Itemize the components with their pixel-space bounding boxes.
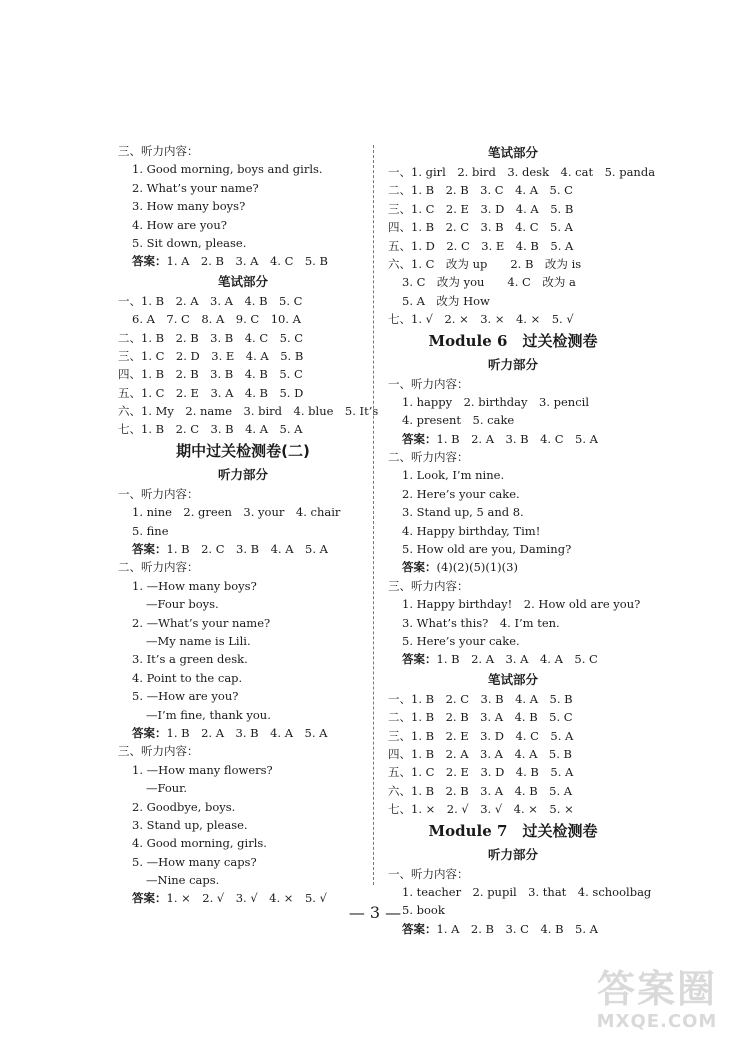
text-line: 4. Point to the cap. (132, 670, 243, 685)
answer-label: 答案： (402, 652, 437, 667)
answer-text: 1. B 2. A 3. A 4. A 5. C (436, 652, 598, 667)
text-line: 4. present 5. cake (402, 413, 515, 428)
text-line: 1. nine 2. green 3. your 4. chair (132, 505, 341, 520)
text-line: 四、1. B 2. A 3. A 4. A 5. B (388, 746, 572, 761)
right-column (388, 142, 656, 938)
text-line: 5. Here’s your cake. (402, 633, 520, 648)
text-line: 四、1. B 2. C 3. B 4. C 5. A (388, 220, 573, 235)
text-line: 六、1. C 改为 up 2. B 改为 is (388, 256, 582, 271)
text-line: 5. fine (132, 523, 169, 538)
answer-text: 1. B 2. C 3. B 4. A 5. A (166, 542, 328, 557)
text-line: 一、听力内容： (388, 866, 469, 881)
watermark-url: MXQE.COM (596, 1011, 718, 1032)
text-line: —Four. (146, 781, 188, 796)
subsection-heading: 笔试部分 (487, 671, 538, 687)
text-line: 5. book (402, 903, 445, 918)
answer-label: 答案： (402, 431, 437, 446)
answer-text: 1. B 2. A 3. B 4. C 5. A (436, 431, 598, 446)
text-line: —I’m fine, thank you. (146, 707, 271, 722)
left-column (118, 142, 379, 908)
column-divider (373, 145, 374, 885)
text-line: 1. teacher 2. pupil 3. that 4. schoolbag (402, 884, 652, 899)
answer-line (388, 558, 638, 576)
section-title: 期中过关检测卷(二) (176, 441, 310, 460)
text-line: 七、1. × 2. √ 3. √ 4. × 5. × (388, 802, 574, 817)
text-line: —Four boys. (146, 597, 219, 612)
answer-label: 答案： (402, 921, 437, 936)
text-line: 五、1. D 2. C 3. E 4. B 5. A (388, 238, 574, 253)
answer-label: 答案： (132, 542, 167, 557)
text-line: 6. A 7. C 8. A 9. C 10. A (132, 312, 301, 327)
text-line: 1. Look, I’m nine. (402, 468, 505, 483)
answer-label: 答案： (132, 254, 167, 269)
text-line: 三、1. C 2. D 3. E 4. A 5. B (118, 348, 304, 363)
text-line: 三、听力内容： (388, 578, 469, 593)
text-line: 六、1. My 2. name 3. bird 4. blue 5. It’s (118, 404, 379, 419)
text-line: 3. It’s a green desk. (132, 652, 248, 667)
text-line: 七、1. √ 2. × 3. × 4. × 5. √ (388, 312, 574, 327)
answer-line (388, 650, 638, 668)
text-line: 三、1. B 2. E 3. D 4. C 5. A (388, 728, 574, 743)
answer-text: (4)(2)(5)(1)(3) (436, 560, 518, 575)
text-line: 2. Goodbye, boys. (132, 799, 236, 814)
text-line: 二、听力内容： (118, 560, 199, 575)
subsection-heading: 听力部分 (217, 466, 268, 482)
text-line: —My name is Lili. (146, 633, 251, 648)
text-line: 2. Here’s your cake. (402, 486, 520, 501)
answer-line (118, 252, 368, 270)
text-line: 一、1. girl 2. bird 3. desk 4. cat 5. panda (388, 165, 656, 179)
text-line: 5. A 改为 How (402, 293, 490, 308)
text-line: 三、1. C 2. E 3. D 4. A 5. B (388, 201, 574, 216)
answer-line (118, 724, 368, 742)
text-line: 三、听力内容： (118, 744, 199, 759)
module-title: Module 6 过关检测卷 (428, 331, 598, 350)
text-line: 1. —How many flowers? (132, 762, 273, 777)
text-line: 三、听力内容： (118, 144, 199, 158)
text-line: 4. Good morning, girls. (132, 836, 267, 851)
text-line: 一、听力内容： (388, 376, 469, 391)
text-line: 2. What’s your name? (132, 180, 259, 195)
text-line: 4. Happy birthday, Tim! (402, 523, 541, 538)
subsection-heading: 笔试部分 (487, 145, 538, 160)
subsection-heading: 听力部分 (487, 356, 538, 372)
text-line: 七、1. B 2. C 3. B 4. A 5. A (118, 422, 303, 437)
text-line: 5. —How many caps? (132, 854, 257, 869)
text-line: 2. —What’s your name? (132, 615, 271, 630)
answer-line (118, 540, 368, 558)
text-line: 1. —How many boys? (132, 578, 257, 593)
text-line: 1. happy 2. birthday 3. pencil (402, 394, 590, 409)
text-line: 5. Sit down, please. (132, 235, 247, 250)
answer-text: 1. A 2. B 3. A 4. C 5. B (166, 254, 328, 269)
text-line: 3. Stand up, please. (132, 817, 248, 832)
text-line: 5. —How are you? (132, 689, 239, 704)
page-number: — 3 — (348, 903, 402, 922)
text-line: 3. How many boys? (132, 199, 246, 214)
text-line: 一、听力内容： (118, 486, 199, 501)
text-line: 二、1. B 2. B 3. C 4. A 5. C (388, 183, 573, 198)
text-line: 3. C 改为 you 4. C 改为 a (402, 275, 576, 290)
subsection-heading: 听力部分 (487, 846, 538, 862)
answer-label: 答案： (132, 725, 167, 740)
text-line: —Nine caps. (146, 873, 220, 888)
subsection-heading: 笔试部分 (217, 273, 268, 289)
text-line: 五、1. C 2. E 3. D 4. B 5. A (388, 765, 574, 780)
text-line: 五、1. C 2. E 3. A 4. B 5. D (118, 385, 304, 400)
answer-text: 1. × 2. √ 3. √ 4. × 5. √ (166, 891, 327, 906)
answer-text: 1. B 2. A 3. B 4. A 5. A (166, 725, 328, 740)
text-line: 4. How are you? (132, 217, 227, 232)
text-line: 1. Good morning, boys and girls. (132, 162, 323, 177)
module-title: Module 7 过关检测卷 (428, 821, 598, 840)
text-line: 一、1. B 2. A 3. A 4. B 5. C (118, 293, 303, 308)
watermark-logo-text: 答案圈 (596, 967, 717, 1011)
answer-line (388, 430, 638, 448)
text-line: 六、1. B 2. B 3. A 4. B 5. A (388, 783, 573, 798)
text-line: 3. Stand up, 5 and 8. (402, 505, 524, 520)
text-line: 二、1. B 2. B 3. A 4. B 5. C (388, 710, 573, 725)
text-line: 1. Happy birthday! 2. How old are you? (402, 597, 641, 612)
text-line: 一、1. B 2. C 3. B 4. A 5. B (388, 691, 573, 706)
answer-line (388, 920, 638, 938)
answer-label: 答案： (402, 560, 437, 575)
answer-text: 1. A 2. B 3. C 4. B 5. A (436, 921, 598, 936)
text-line: 3. What’s this? 4. I’m ten. (402, 615, 560, 630)
text-line: 二、1. B 2. B 3. B 4. C 5. C (118, 330, 304, 345)
answer-label: 答案： (132, 891, 167, 906)
text-line: 二、听力内容： (388, 450, 469, 465)
text-line: 四、1. B 2. B 3. B 4. B 5. C (118, 367, 303, 382)
text-line: 5. How old are you, Daming? (402, 542, 572, 557)
site-watermark (582, 967, 732, 1047)
